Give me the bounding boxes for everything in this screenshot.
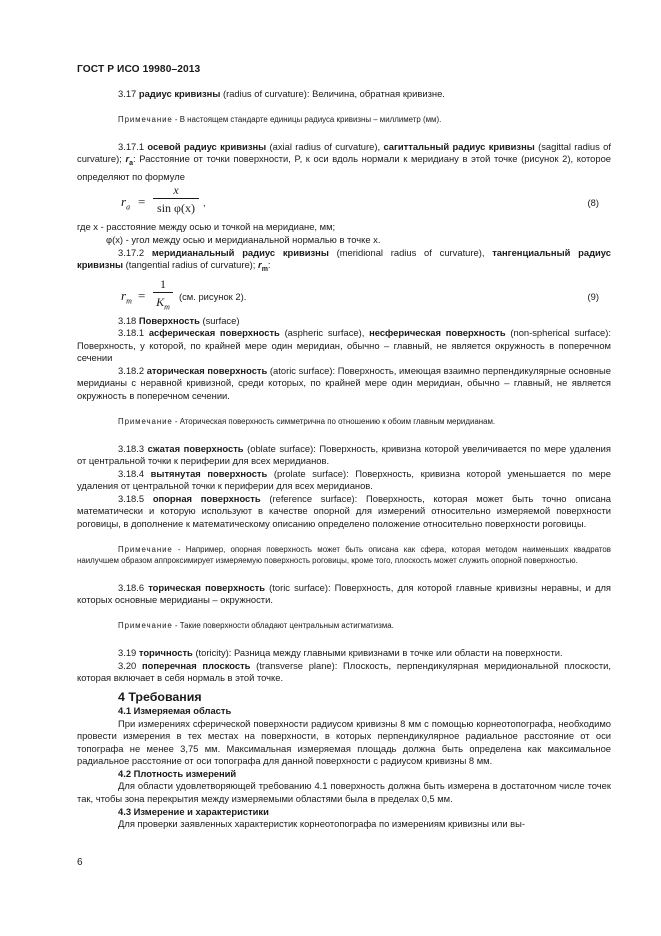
clause-3-18-6 xyxy=(77,582,611,607)
term-english: (tangential radius of curvature); xyxy=(125,259,256,271)
clause-number: 3.18.2 xyxy=(118,364,145,376)
subsection-4-1-title: 4.1 Измеряемая область xyxy=(118,705,232,717)
formula-equals: = xyxy=(138,287,146,303)
clause-3-18-1 xyxy=(77,327,611,365)
document-header: ГОСТ Р ИСО 19980–2013 xyxy=(77,64,201,75)
clause-text: (surface) xyxy=(202,314,240,326)
term: поперечная плоскость xyxy=(141,659,251,671)
term: вытянутая поверхность xyxy=(150,467,268,479)
clause-text: (oblate surface): Поверхность, кривизна которой увеличивается по мере удаления от центральной точки к периферии для всех меридианов. xyxy=(77,442,611,467)
formula-lhs-subscript: a xyxy=(126,203,131,213)
term: сжатая поверхность xyxy=(147,442,244,454)
formula-lhs: r xyxy=(121,194,127,210)
term: торическая поверхность xyxy=(148,581,266,593)
note-text: - Аторическая поверхность симметрична по отношению к обоим главным меридианам. xyxy=(174,417,496,427)
note-3-17 xyxy=(77,115,611,126)
clause-3-18-2 xyxy=(77,365,611,403)
term: опорная поверхность xyxy=(152,492,261,504)
clause-3-18-5 xyxy=(77,493,611,531)
formula-where-2: φ(x) - угол между осью и меридианальной нормалью в точке x. xyxy=(106,233,381,245)
term: меридианальный радиус кривизны xyxy=(151,246,329,258)
term-english: (axial radius of curvature), xyxy=(269,140,381,152)
symbol-subscript: m xyxy=(261,265,268,273)
clause-number: 3.17 xyxy=(118,88,137,99)
term: аторическая поверхность xyxy=(146,364,268,376)
symbol-subscript: a xyxy=(129,160,134,168)
clause-number: 3.17.2 xyxy=(118,246,145,258)
formula-numerator: 1 xyxy=(160,276,166,291)
formula-denominator: sin φ(x) xyxy=(157,201,195,216)
formula-equals: = xyxy=(138,194,146,210)
clause-number: 3.18.1 xyxy=(118,327,145,339)
term: асферическая поверхность xyxy=(148,327,280,339)
formula-number: (9) xyxy=(587,290,599,302)
clause-text: (reference surface): Поверхность, которая может быть точно описана математически и которую используют в качестве опорной для измерений относительно измеряемой поверхности роговицы, в дополнение к математическому описанию определено положение относительно поверхности роговицы. xyxy=(77,492,612,529)
term-english: (aspheric surface), xyxy=(284,327,365,339)
formula-fraction xyxy=(153,277,173,314)
clause-text: (non-spherical surface): Поверхность, у которой, по крайней мере один меридиан, обычно – главный, не является окружность в поперечном сечении xyxy=(77,327,611,364)
formula-where-1: где x - расстояние между осью и точкой на меридиане, мм; xyxy=(77,221,336,233)
section-4-title: 4 Требования xyxy=(118,689,202,704)
term-synonym: несферическая поверхность xyxy=(369,327,506,339)
clause-text: (radius of curvature): Величина, обратная кривизне. xyxy=(222,88,445,99)
clause-number: 3.18 xyxy=(118,314,137,326)
term-synonym: тангенциальный радиус кривизны xyxy=(77,246,611,271)
term: радиус кривизны xyxy=(138,88,221,99)
formula-tail: , xyxy=(203,197,206,209)
clause-3-20 xyxy=(77,660,611,685)
clause-number: 3.18.6 xyxy=(118,581,145,593)
formula-tail: (см. рисунок 2). xyxy=(179,290,247,302)
symbol: r xyxy=(258,259,262,271)
clause-number: 3.18.3 xyxy=(118,442,145,454)
formula-lhs-subscript: m xyxy=(126,296,132,306)
subsection-4-3-text: Для проверки заявленных характеристик корнеотопографа по измерениям кривизны или вы- xyxy=(118,818,526,830)
term: торичность xyxy=(138,646,193,658)
clause-3-19 xyxy=(77,647,611,660)
subsection-4-2-text: Для области удовлетворяющей требованию 4.1 поверхность должна быть измерена в достаточном числе точек так, чтобы зона перекрытия между измеряемыми областями была в пределах 0,5 мм. xyxy=(77,780,611,804)
note-label: Примечание xyxy=(118,545,173,555)
clause-number: 3.18.5 xyxy=(118,492,145,504)
clause-text: (toricity): Разница между главными кривизнами в точке или области на поверхности. xyxy=(195,646,563,658)
note-text: - В настоящем стандарте единицы радиуса кривизны – миллиметр (мм). xyxy=(174,115,442,125)
formula-9 xyxy=(77,277,611,315)
page-number: 6 xyxy=(77,857,83,868)
clause-3-18-4 xyxy=(77,468,611,493)
subsection-4-2-title: 4.2 Плотность измерений xyxy=(118,767,237,779)
clause-text: : Расстояние от точки поверхности, P, к оси вдоль нормали к меридиану в этой точке (рисунок 2), которое определяют по формуле xyxy=(77,153,611,182)
note-3-18-6 xyxy=(77,621,611,632)
note-text: - Такие поверхности обладают центральным астигматизма. xyxy=(174,621,394,631)
note-3-18-2 xyxy=(77,417,611,428)
formula-denominator: K xyxy=(156,294,165,309)
formula-number: (8) xyxy=(587,197,599,209)
term: Поверхность xyxy=(138,314,200,326)
note-label: Примечание xyxy=(118,621,173,631)
symbol: r xyxy=(125,153,130,165)
term: осевой радиус кривизны xyxy=(147,140,267,152)
formula-numerator: x xyxy=(173,183,179,198)
note-3-18-5 xyxy=(77,545,611,566)
clause-3-18-3 xyxy=(77,443,611,468)
subsection-4-1-text: При измерениях сферической поверхности радиусом кривизны 8 мм с помощью корнеотопографа, необходимо провести измерения в тех местах на поверхности, в которых перпендикулярное радиальное расстояние от оси топографа не менее 3,75 мм. Максимальная измеряемая площадь должна быть определена как максимальное радиальное расстояние от оси топографа для данной поверхности с радиусом кривизны 8 мм. xyxy=(77,717,611,767)
formula-denominator-subscript: m xyxy=(164,301,170,311)
term-english: (sagittal radius of curvature); xyxy=(77,140,611,165)
clause-text: (atoric surface): Поверхность, имеющая взаимно перпендикулярные основные меридианы с неравной кривизной, среди которых, по крайней мере один меридиан, обычно – главный, не является окружность в поперечном сечении. xyxy=(77,364,611,401)
note-label: Примечание xyxy=(118,115,173,125)
term-synonym: сагиттальный радиус кривизны xyxy=(383,140,535,152)
clause-number: 3.18.4 xyxy=(118,467,145,479)
term-english: (meridional radius of curvature), xyxy=(336,246,485,258)
formula-8 xyxy=(77,183,611,221)
note-text: - Например, опорная поверхность может быть описана как сфера, которая методом наименьших квадратов наилучшем образом аппроксимирует измеряемую поверхность роговицы, кроме того, плоскость может служить опорной поверхностью. xyxy=(77,545,611,566)
clause-text: (prolate surface): Поверхность, кривизна которой уменьшается по мере удаления от центральной точки к периферии для всех меридианов. xyxy=(77,467,611,492)
clause-3-17-1 xyxy=(77,141,611,184)
note-label: Примечание xyxy=(118,417,173,427)
clause-number: 3.17.1 xyxy=(118,140,145,152)
clause-text: (transverse plane): Плоскость, перпендикулярная меридиональной плоскости, которая включает в себя нормаль в этой точке. xyxy=(77,659,611,684)
clause-number: 3.20 xyxy=(118,659,137,671)
clause-3-18 xyxy=(77,315,611,328)
clause-text: (toric surface): Поверхность, для которой главные кривизны неравны, и для которых основные меридианы – окружности. xyxy=(77,581,612,606)
clause-number: 3.19 xyxy=(118,646,137,658)
document-body xyxy=(77,88,611,831)
subsection-4-3-title: 4.3 Измерение и характеристики xyxy=(118,805,269,817)
formula-lhs: r xyxy=(121,287,127,303)
clause-3-17-2: 3.17.2 меридианальный радиус кривизны (meridional radius of curvature), тангенциальный радиус кривизны (tangential radius of curvature); $r_m$: xyxy=(77,246,611,273)
clause-3-17 xyxy=(77,88,611,101)
formula-fraction xyxy=(153,183,199,215)
